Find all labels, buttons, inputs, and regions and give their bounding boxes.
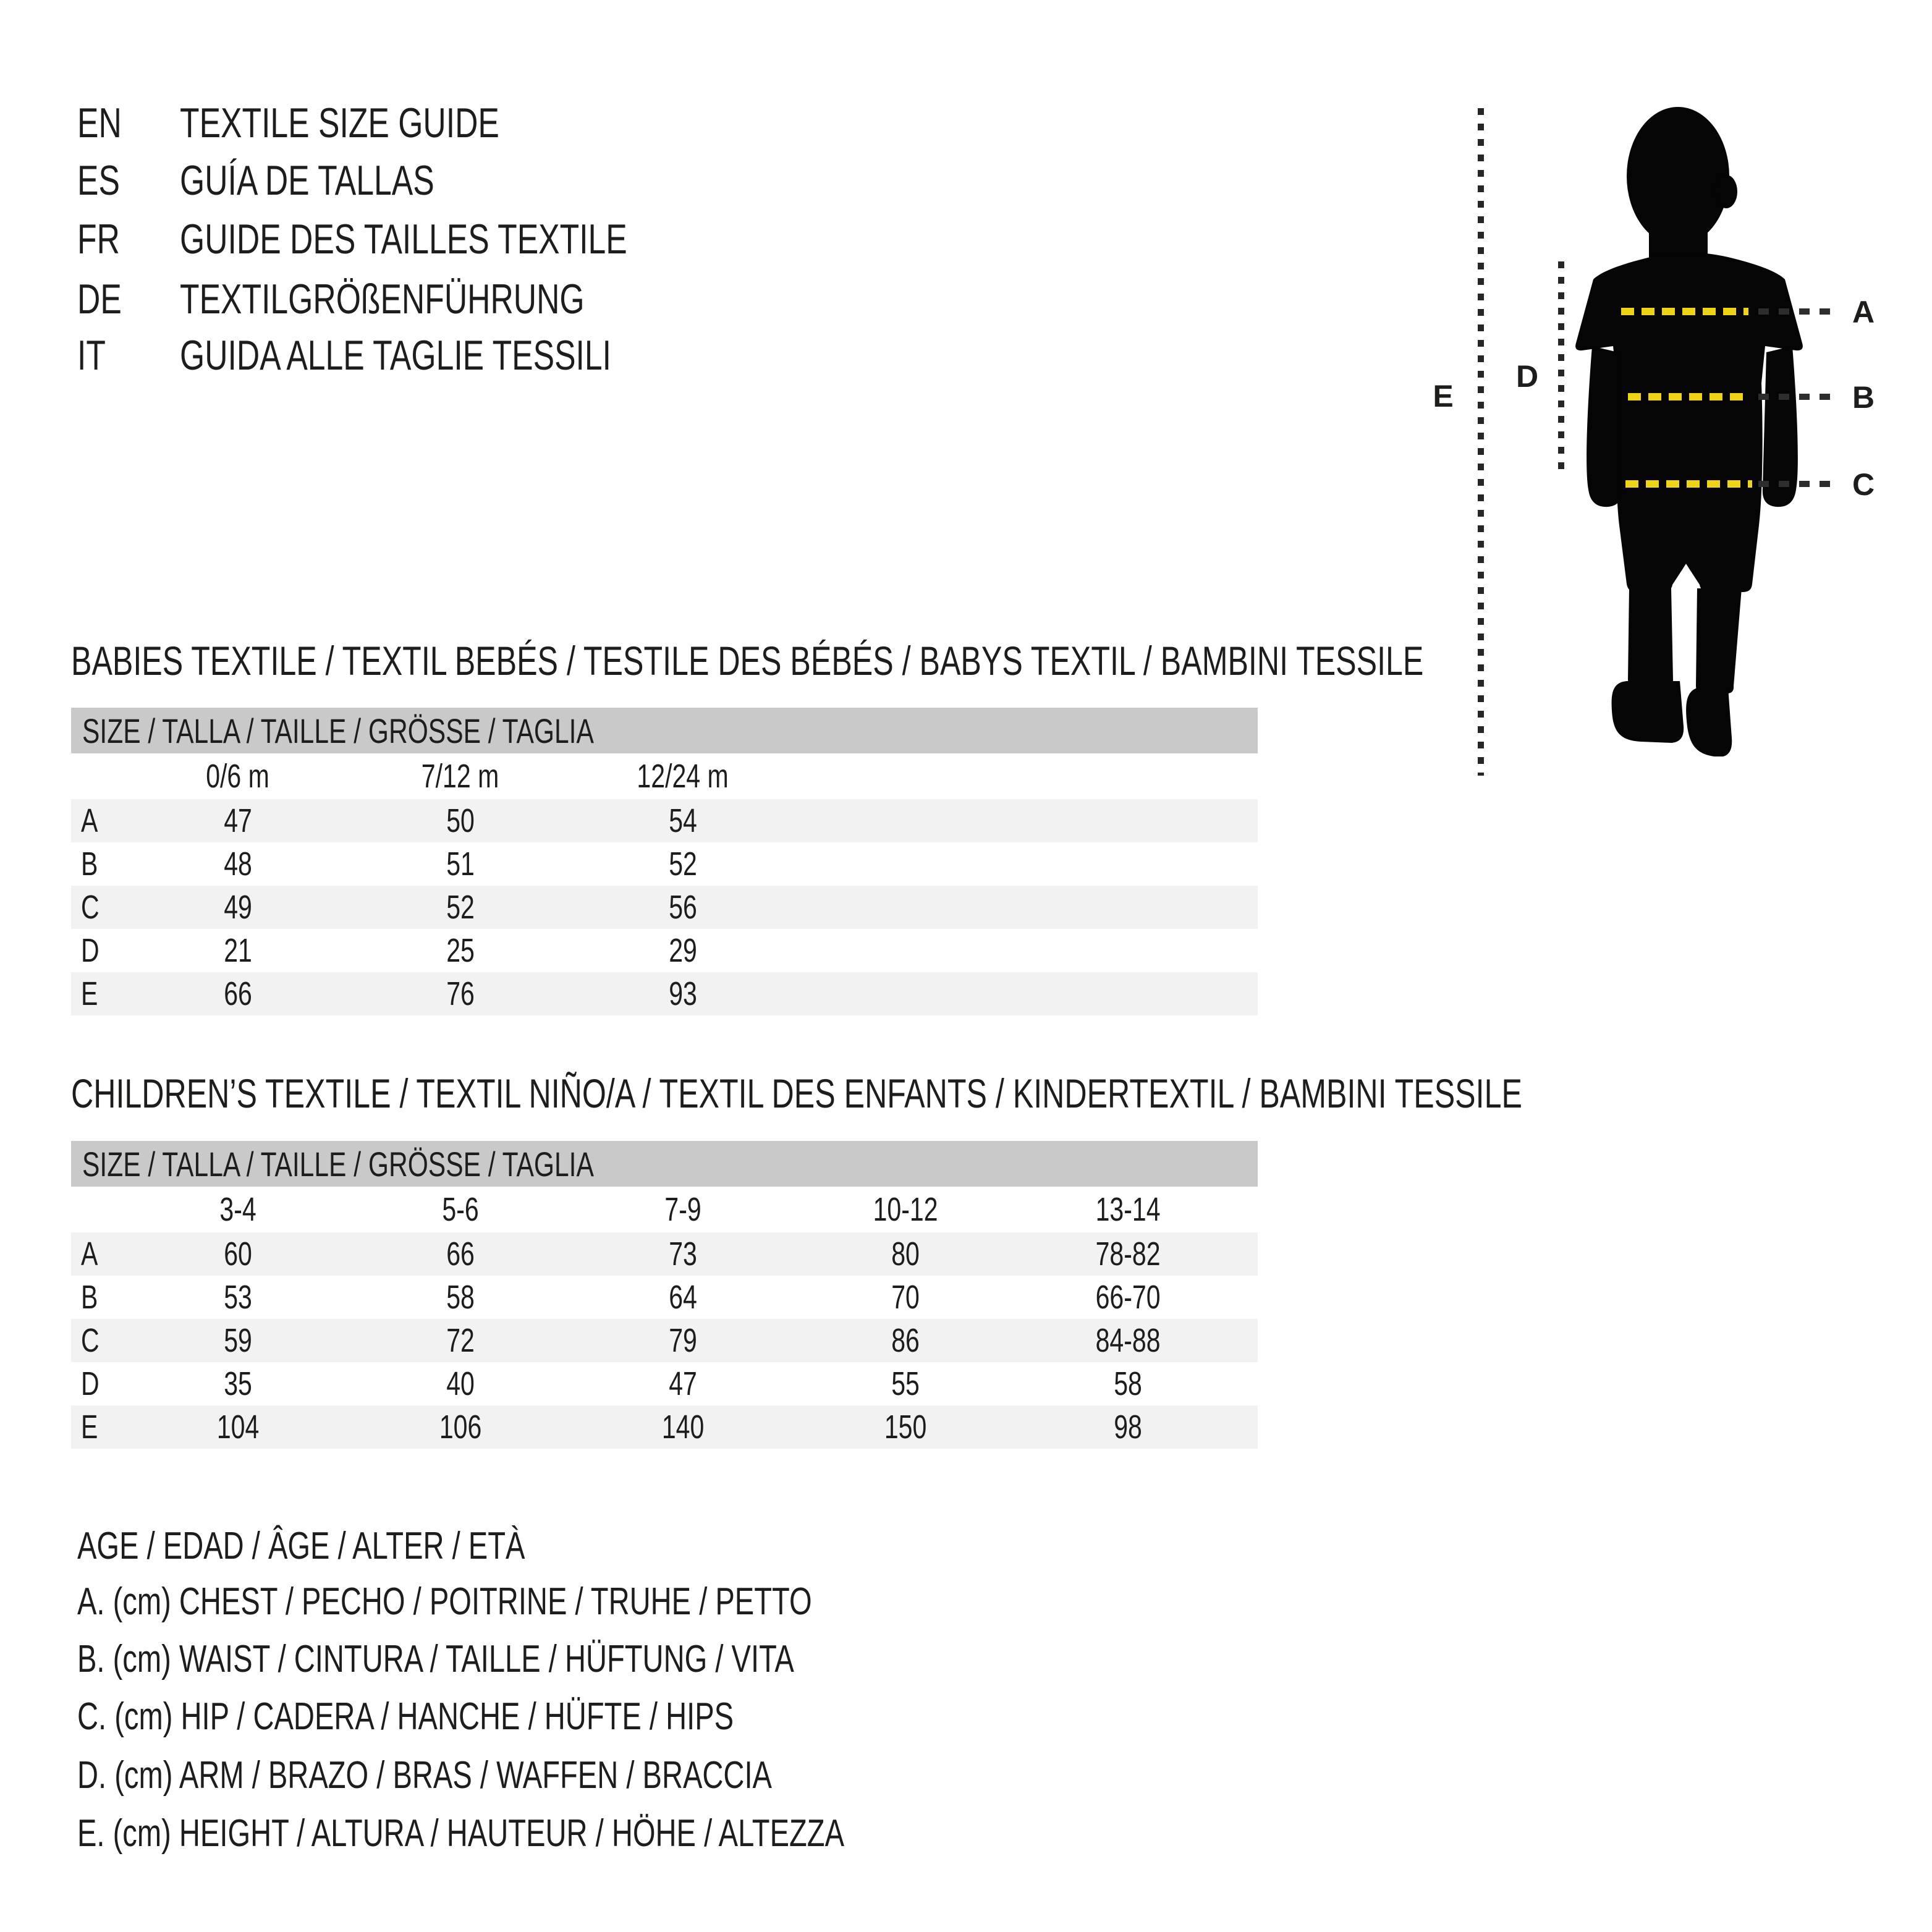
lang-code-de: DE (77, 276, 122, 323)
children-section-title: CHILDREN’S TEXTILE / TEXTIL NIÑO/A / TEXTIL DES ENFANTS / KINDERTEXTIL / BAMBINI TESSILE (71, 1070, 1522, 1116)
figure-label-d: D (1515, 359, 1539, 394)
children-col-2: 7-9 (664, 1191, 701, 1228)
babies-column-header-row (71, 753, 1258, 799)
legend-item-chest: A. (cm) CHEST / PECHO / POITRINE / TRUHE / PETTO (77, 1580, 812, 1623)
lang-title-es: GUÍA DE TALLAS (179, 157, 434, 204)
babies-size-table (71, 708, 1258, 1015)
lang-title-fr: GUIDE DES TAILLES TEXTILE (179, 216, 627, 263)
table-row: E 66 76 93 (71, 972, 1258, 1015)
lang-code-fr: FR (77, 216, 120, 263)
table-row: E 104 106 140 150 98 (71, 1405, 1258, 1449)
babies-col-1: 7/12 m (422, 758, 499, 795)
children-col-1: 5-6 (442, 1191, 479, 1228)
babies-size-header-bar: SIZE / TALLA / TAILLE / GRÖSSE / TAGLIA (71, 708, 1258, 753)
table-row: C 59 72 79 86 84-88 (71, 1319, 1258, 1362)
babies-col-0: 0/6 m (206, 758, 270, 795)
lang-line-en (77, 102, 600, 144)
lang-title-en: TEXTILE SIZE GUIDE (179, 100, 499, 146)
legend-item-height: E. (cm) HEIGHT / ALTURA / HAUTEUR / HÖHE / ALTEZZA (77, 1812, 844, 1855)
lang-code-it: IT (77, 332, 106, 379)
lang-line-fr (77, 216, 768, 263)
babies-section-title: BABIES TEXTILE / TEXTIL BEBÉS / TESTILE DES BÉBÉS / BABYS TEXTIL / BAMBINI TESSILE (71, 638, 1424, 684)
lang-line-it (77, 332, 747, 379)
legend-item-arm: D. (cm) ARM / BRAZO / BRAS / WAFFEN / BRACCIA (77, 1754, 772, 1797)
figure-label-a: A (1852, 295, 1875, 329)
children-size-header-bar: SIZE / TALLA / TAILLE / GRÖSSE / TAGLIA (71, 1141, 1258, 1187)
children-size-table (71, 1141, 1258, 1449)
babies-col-2: 12/24 m (637, 758, 729, 795)
children-col-4: 13-14 (1095, 1191, 1161, 1228)
figure-label-e: E (1433, 379, 1454, 413)
lang-line-es (77, 157, 515, 204)
children-column-header-row (71, 1187, 1258, 1232)
lang-title-it: GUIDA ALLE TAGLIE TESSILI (179, 332, 611, 379)
table-row: B 48 51 52 (71, 842, 1258, 886)
legend-item-hip: C. (cm) HIP / CADERA / HANCHE / HÜFTE / HIPS (77, 1695, 734, 1738)
children-col-0: 3-4 (219, 1191, 256, 1228)
figure-label-c: C (1852, 467, 1875, 502)
legend-item-waist: B. (cm) WAIST / CINTURA / TAILLE / HÜFTUNG / VITA (77, 1638, 794, 1680)
lang-title-de: TEXTILGRÖßENFÜHRUNG (179, 276, 585, 323)
children-col-3: 10-12 (873, 1191, 938, 1228)
table-row: D 21 25 29 (71, 929, 1258, 972)
figure-label-b: B (1852, 380, 1875, 415)
lang-code-en: EN (77, 100, 122, 146)
lang-line-de (77, 276, 712, 323)
legend-age-line: AGE / EDAD / ÂGE / ALTER / ETÀ (77, 1525, 525, 1567)
table-row: A 47 50 54 (71, 799, 1258, 842)
table-row: C 49 52 56 (71, 886, 1258, 929)
table-row: B 53 58 64 70 66-70 (71, 1276, 1258, 1319)
lang-code-es: ES (77, 157, 120, 204)
table-row: A 60 66 73 80 78-82 (71, 1232, 1258, 1276)
table-row: D 35 40 47 55 58 (71, 1362, 1258, 1405)
